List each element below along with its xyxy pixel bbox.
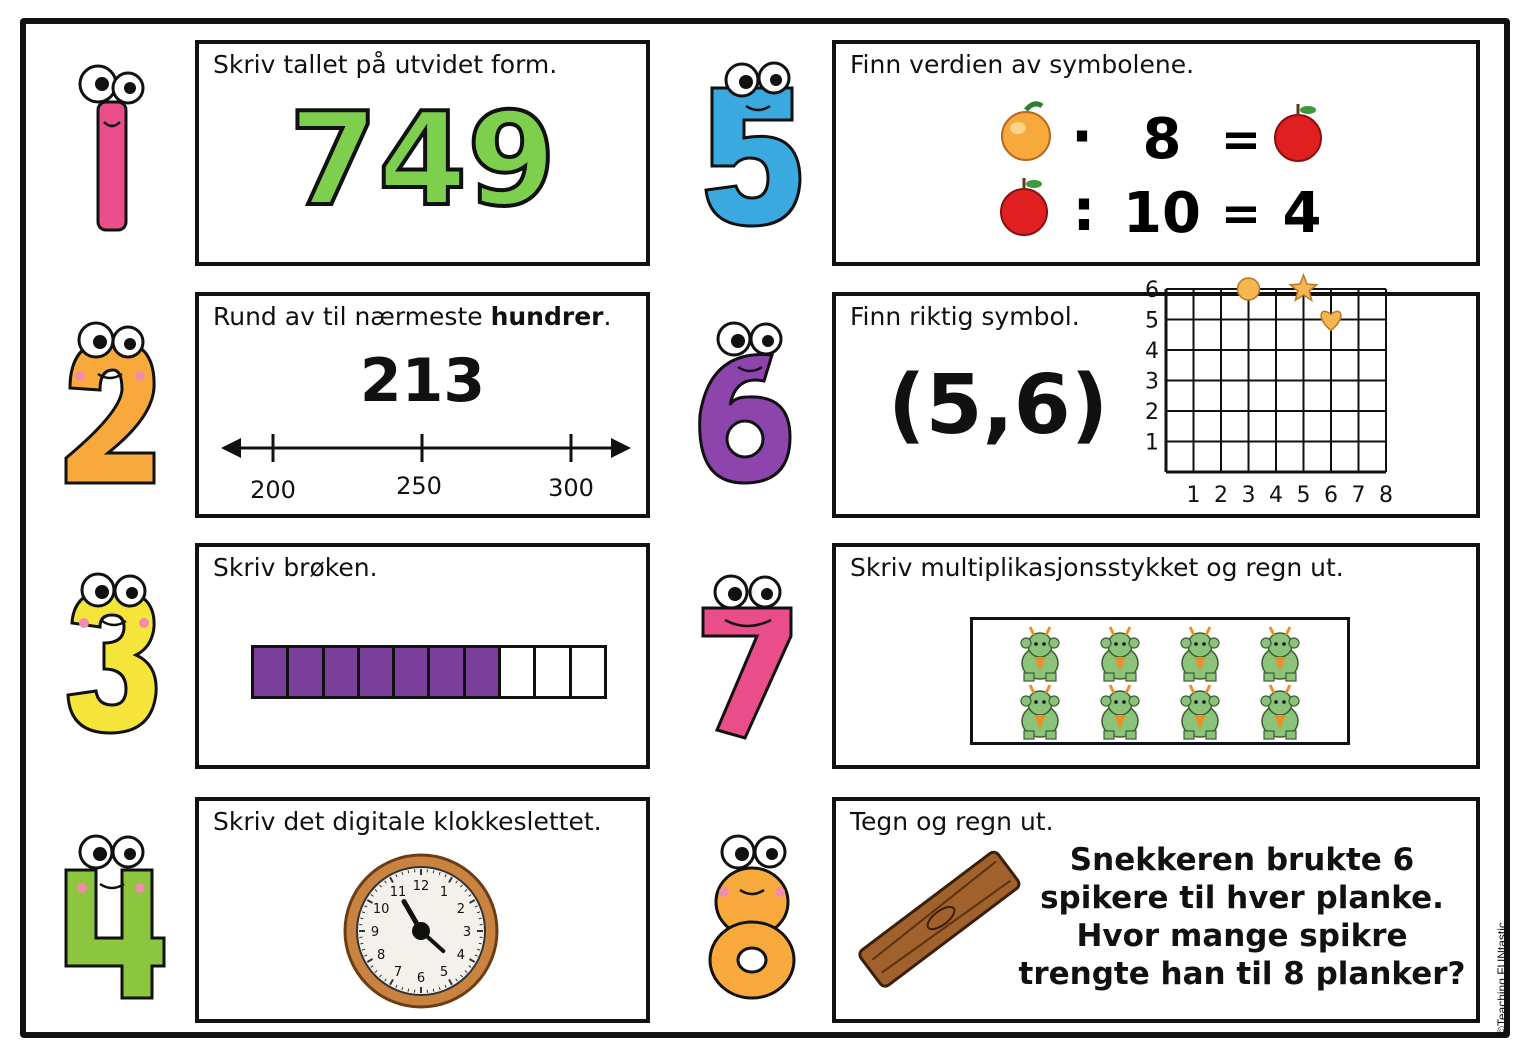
clock-numeral: 2 bbox=[456, 902, 465, 917]
circle-symbol bbox=[1238, 278, 1260, 300]
number-five-mascot bbox=[700, 58, 805, 233]
card-prompt: Tegn og regn ut. bbox=[850, 807, 1054, 836]
fraction-cell-filled bbox=[322, 648, 357, 696]
number-line bbox=[199, 296, 646, 514]
tick-label-300: 300 bbox=[548, 474, 594, 502]
task-card-8 bbox=[832, 797, 1480, 1023]
tick-label-200: 200 bbox=[250, 476, 296, 504]
clock-numeral: 6 bbox=[416, 971, 426, 986]
prompt-bold-word: hundrer bbox=[490, 302, 604, 331]
fraction-cell-filled bbox=[286, 648, 321, 696]
task-card-5 bbox=[832, 40, 1480, 266]
clock-numeral: 1 bbox=[439, 885, 449, 901]
task-card-6 bbox=[832, 278, 1480, 518]
clock-numeral: 3 bbox=[462, 925, 472, 940]
symbol-equations bbox=[836, 44, 1476, 262]
coordinate-pair: (5,6) bbox=[888, 358, 1109, 453]
x-tick-label: 3 bbox=[1241, 483, 1256, 508]
y-tick-label: 3 bbox=[1145, 369, 1159, 395]
clock-numeral: 9 bbox=[370, 925, 380, 940]
tick-label-250: 250 bbox=[396, 472, 442, 500]
card-prompt: Skriv multiplikasjonsstykket og regn ut. bbox=[850, 553, 1344, 582]
x-tick-label: 1 bbox=[1186, 483, 1201, 508]
number-six-mascot bbox=[690, 315, 800, 490]
card-prompt: Finn verdien av symbolene. bbox=[850, 50, 1195, 79]
word-problem-line: trengte han til 8 planker? bbox=[1018, 956, 1466, 992]
card-prompt: Skriv tallet på utvidet form. bbox=[213, 50, 558, 79]
prompt-period: . bbox=[603, 302, 612, 331]
clock-numeral: 7 bbox=[393, 964, 403, 980]
card-prompt: Skriv brøken. bbox=[213, 553, 378, 582]
task-card-2 bbox=[195, 292, 650, 518]
fraction-cell-empty bbox=[498, 648, 533, 696]
x-tick-label: 7 bbox=[1351, 483, 1366, 508]
task-card-4 bbox=[195, 797, 650, 1023]
y-tick-label: 1 bbox=[1145, 430, 1159, 456]
x-tick-label: 8 bbox=[1379, 483, 1393, 508]
prompt-text: Rund av til nærmeste bbox=[213, 302, 491, 331]
card-prompt: Finn riktig symbol. bbox=[850, 302, 1080, 331]
clock-numeral: 12 bbox=[412, 879, 430, 894]
number-one-mascot bbox=[70, 62, 160, 237]
eq2-number: 10 bbox=[1123, 181, 1201, 246]
apple-icon bbox=[1001, 178, 1047, 235]
x-tick-label: 4 bbox=[1269, 483, 1283, 508]
coordinate-grid bbox=[1136, 278, 1481, 518]
analog-clock bbox=[341, 851, 501, 1011]
fraction-cell-empty bbox=[533, 648, 568, 696]
clock-numeral: 11 bbox=[389, 885, 407, 901]
number-two-mascot bbox=[58, 318, 168, 493]
x-tick-label: 5 bbox=[1296, 483, 1311, 508]
task-card-7 bbox=[832, 543, 1480, 769]
number-three-mascot bbox=[60, 565, 165, 740]
number-seven-mascot bbox=[695, 570, 800, 745]
fraction-cell-filled bbox=[427, 648, 462, 696]
y-tick-label: 5 bbox=[1145, 308, 1159, 334]
eq2-result: 4 bbox=[1282, 181, 1322, 246]
troll-array bbox=[970, 617, 1350, 745]
x-tick-label: 2 bbox=[1214, 483, 1228, 508]
word-problem-line: spikere til hver planke. bbox=[1040, 880, 1444, 916]
apple-icon bbox=[1275, 104, 1321, 161]
clock-numeral: 4 bbox=[456, 948, 465, 963]
x-tick-label: 6 bbox=[1324, 483, 1338, 508]
heart-symbol bbox=[1321, 311, 1341, 330]
clock-numeral: 10 bbox=[372, 902, 390, 917]
eq1-operator: · bbox=[1070, 102, 1094, 170]
fraction-cell-empty bbox=[569, 648, 604, 696]
fraction-cell-filled bbox=[392, 648, 427, 696]
number-to-round: 213 bbox=[359, 346, 486, 416]
word-problem bbox=[1012, 841, 1472, 993]
clock-numeral: 8 bbox=[377, 948, 386, 963]
task-card-1 bbox=[195, 40, 650, 266]
card-prompt: Skriv det digitale klokkeslettet. bbox=[213, 807, 602, 836]
eq2-equals: = bbox=[1220, 186, 1262, 242]
y-tick-label: 6 bbox=[1145, 278, 1159, 303]
clock-numeral: 5 bbox=[439, 964, 449, 980]
peach-icon bbox=[1002, 104, 1050, 160]
y-tick-label: 4 bbox=[1145, 339, 1159, 364]
fraction-cell-filled bbox=[254, 648, 286, 696]
fraction-cell-filled bbox=[357, 648, 392, 696]
task-card-3 bbox=[195, 543, 650, 769]
fraction-cell-filled bbox=[463, 648, 498, 696]
eq1-equals: = bbox=[1220, 112, 1262, 168]
word-problem-line: Snekkeren brukte 6 bbox=[1069, 842, 1415, 878]
fraction-bar bbox=[251, 645, 607, 699]
number-four-mascot bbox=[60, 830, 170, 1005]
eq1-number: 8 bbox=[1142, 107, 1182, 172]
eq2-operator: : bbox=[1072, 176, 1096, 244]
y-tick-label: 2 bbox=[1145, 400, 1159, 425]
copyright-notice: ©Teaching FUNtastic bbox=[1495, 922, 1509, 1035]
word-problem-line: Hvor mange spikre bbox=[1076, 918, 1408, 954]
wooden-plank-icon bbox=[850, 845, 1030, 995]
number-eight-mascot bbox=[700, 830, 805, 1005]
green-number: 749 bbox=[288, 86, 557, 235]
